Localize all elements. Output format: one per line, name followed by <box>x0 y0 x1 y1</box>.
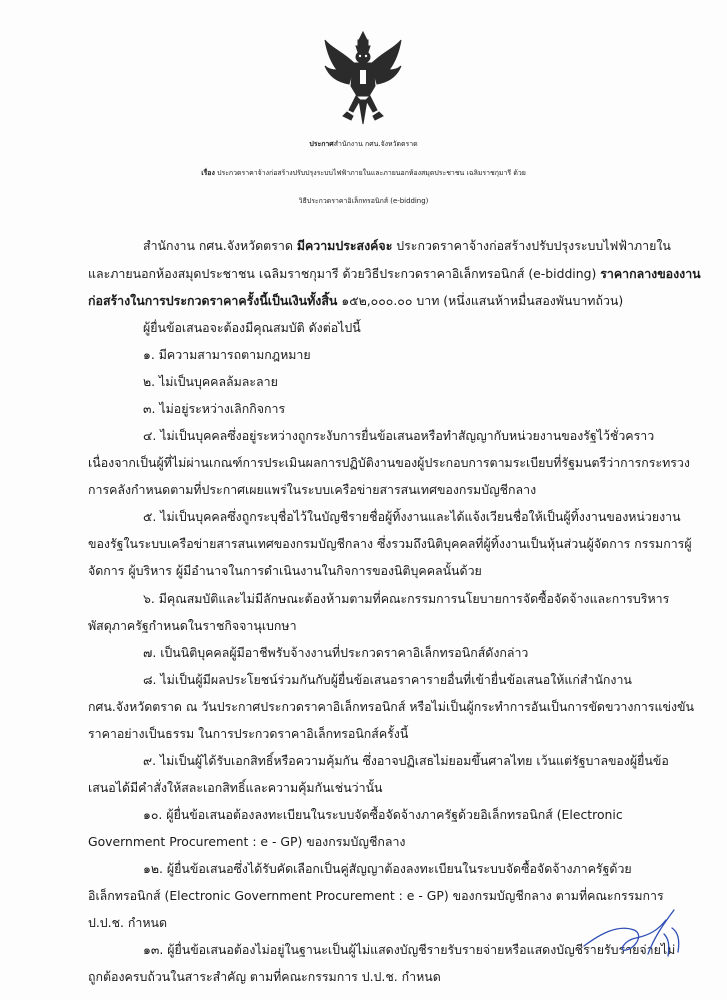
qualification-9-line-2: เสนอได้มีคำสั่งให้สละเอกสิทธิ์และความคุ้มกันเช่นว่านั้น <box>88 780 383 795</box>
qualification-5-line-1: ๕. ไม่เป็นบุคคลซึ่งถูกระบุชื่อไว้ในบัญชีรายชื่อผู้ทิ้งงานและได้แจ้งเวียนชื่อให้เป็นผู้ทิ้งงานของหน่วยงาน <box>143 509 681 524</box>
qualifications-heading: ผู้ยื่นข้อเสนอจะต้องมีคุณสมบัติ ดังต่อไปนี้ <box>143 320 361 335</box>
qualification-4-line-3: การคลังกำหนดตามที่ประกาศเผยแพร่ในระบบเครือข่ายสารสนเทศของกรมบัญชีกลาง <box>88 482 537 497</box>
qualification-6-line-2: พัสดุภาครัฐกำหนดในราชกิจจานุเบกษา <box>88 618 297 633</box>
subject-line-1: เรื่อง ประกวดราคาจ้างก่อสร้างปรับปรุงระบบไฟฟ้าภายในและภายนอกห้องสมุดประชาชน เฉลิมราชกุมารี ด้วย <box>201 169 526 177</box>
qualification-4-line-2: เนื่องจากเป็นผู้ที่ไม่ผ่านเกณฑ์การประเมินผลการปฏิบัติงานของผู้ประกอบการตามระเบียบที่รัฐมนตรีว่าการกระทรวง <box>88 455 690 470</box>
qualification-7: ๗. เป็นนิติบุคคลผู้มีอาชีพรับจ้างงานที่ประกวดราคาอิเล็กทรอนิกส์ดังกล่าว <box>143 645 529 660</box>
qualification-8-line-1: ๘. ไม่เป็นผู้มีผลประโยชน์ร่วมกันกับผู้ยื่นข้อเสนอราคารายอื่นที่เข้ายื่นข้อเสนอให้แก่สำนักงาน <box>143 672 632 687</box>
subject-line-2: วิธีประกวดราคาอิเล็กทรอนิกส์ (e-bidding) <box>298 197 429 205</box>
signature-mark <box>578 904 688 964</box>
qualification-13-line-2: ถูกต้องครบถ้วนในสาระสำคัญ ตามที่คณะกรรมการ ป.ป.ช. กำหนด <box>88 969 441 984</box>
intro-line-1: สำนักงาน กศน.จังหวัดตราด มีความประสงค์จะ ประกวดราคาจ้างก่อสร้างปรับปรุงระบบไฟฟ้าภายใน <box>143 238 671 253</box>
qualification-1: ๑. มีความสามารถตามกฎหมาย <box>143 347 311 362</box>
garuda-emblem-icon <box>323 30 403 126</box>
qualification-12-line-3: ป.ป.ช. กำหนด <box>88 915 168 930</box>
qualification-12-line-2: อิเล็กทรอนิกส์ (Electronic Government Procurement : e - GP) ของกรมบัญชีกลาง ตามที่คณะกรรมการ <box>88 888 664 903</box>
qualification-2: ๒. ไม่เป็นบุคคลล้มละลาย <box>143 374 278 389</box>
announcement-title: ประกาศสำนักงาน กศน.จังหวัดตราด <box>309 140 418 148</box>
qualification-5-line-3: จัดการ ผู้บริหาร ผู้มีอำนาจในการดำเนินงานในกิจการของนิติบุคคลนั้นด้วย <box>88 563 482 578</box>
qualification-5-line-2: ของรัฐในระบบเครือข่ายสารสนเทศของกรมบัญชีกลาง ซึ่งรวมถึงนิติบุคคลที่ผู้ทิ้งงานเป็นหุ้นส่วนผู้จัดการ กรรมการผู้ <box>88 536 692 551</box>
intro-line-2: และภายนอกห้องสมุดประชาชน เฉลิมราชกุมารี ด้วยวิธีประกวดราคาอิเล็กทรอนิกส์ (e-bidding) ราคากลางของงาน <box>88 266 701 281</box>
qualification-10-line-1: ๑๐. ผู้ยื่นข้อเสนอต้องลงทะเบียนในระบบจัดซื้อจัดจ้างภาครัฐด้วยอิเล็กทรอนิกส์ (Electronic <box>143 807 623 822</box>
intro-line-3: ก่อสร้างในการประกวดราคาครั้งนี้เป็นเงินทั้งสิ้น ๑๕๒,๐๐๐.๐๐ บาท (หนึ่งแสนห้าหมื่นสองพันบาทถ้วน) <box>88 293 624 308</box>
qualification-12-line-1: ๑๒. ผู้ยื่นข้อเสนอซึ่งได้รับคัดเลือกเป็นคู่สัญญาต้องลงทะเบียนในระบบจัดซื้อจัดจ้างภาครัฐด้วย <box>143 861 632 876</box>
qualification-8-line-3: ราคาอย่างเป็นธรรม ในการประกวดราคาอิเล็กทรอนิกส์ครั้งนี้ <box>88 726 409 741</box>
qualification-3: ๓. ไม่อยู่ระหว่างเลิกกิจการ <box>143 401 286 416</box>
qualification-10-line-2: Government Procurement : e - GP) ของกรมบัญชีกลาง <box>88 834 406 849</box>
qualification-6-line-1: ๖. มีคุณสมบัติและไม่มีลักษณะต้องห้ามตามที่คณะกรรมการนโยบายการจัดซื้อจัดจ้างและการบริหาร <box>143 591 670 606</box>
qualification-13-line-1: ๑๓. ผู้ยื่นข้อเสนอต้องไม่อยู่ในฐานะเป็นผู้ไม่แสดงบัญชีรายรับรายจ่ายหรือแสดงบัญชีรายรับรายจ่ายไม่ <box>143 942 676 957</box>
qualification-8-line-2: กศน.จังหวัดตราด ณ วันประกาศประกวดราคาอิเล็กทรอนิกส์ หรือไม่เป็นผู้กระทำการอันเป็นการขัดขวางการแข่งขัน <box>88 699 694 714</box>
qualification-9-line-1: ๙. ไม่เป็นผู้ได้รับเอกสิทธิ์หรือความคุ้มกัน ซึ่งอาจปฏิเสธไม่ยอมขึ้นศาลไทย เว้นแต่รัฐบาลของผู้ยื่นข้อ <box>143 753 669 768</box>
qualification-4-line-1: ๔. ไม่เป็นบุคคลซึ่งอยู่ระหว่างถูกระงับการยื่นข้อเสนอหรือทำสัญญากับหน่วยงานของรัฐไว้ชั่วคราว <box>143 428 655 443</box>
